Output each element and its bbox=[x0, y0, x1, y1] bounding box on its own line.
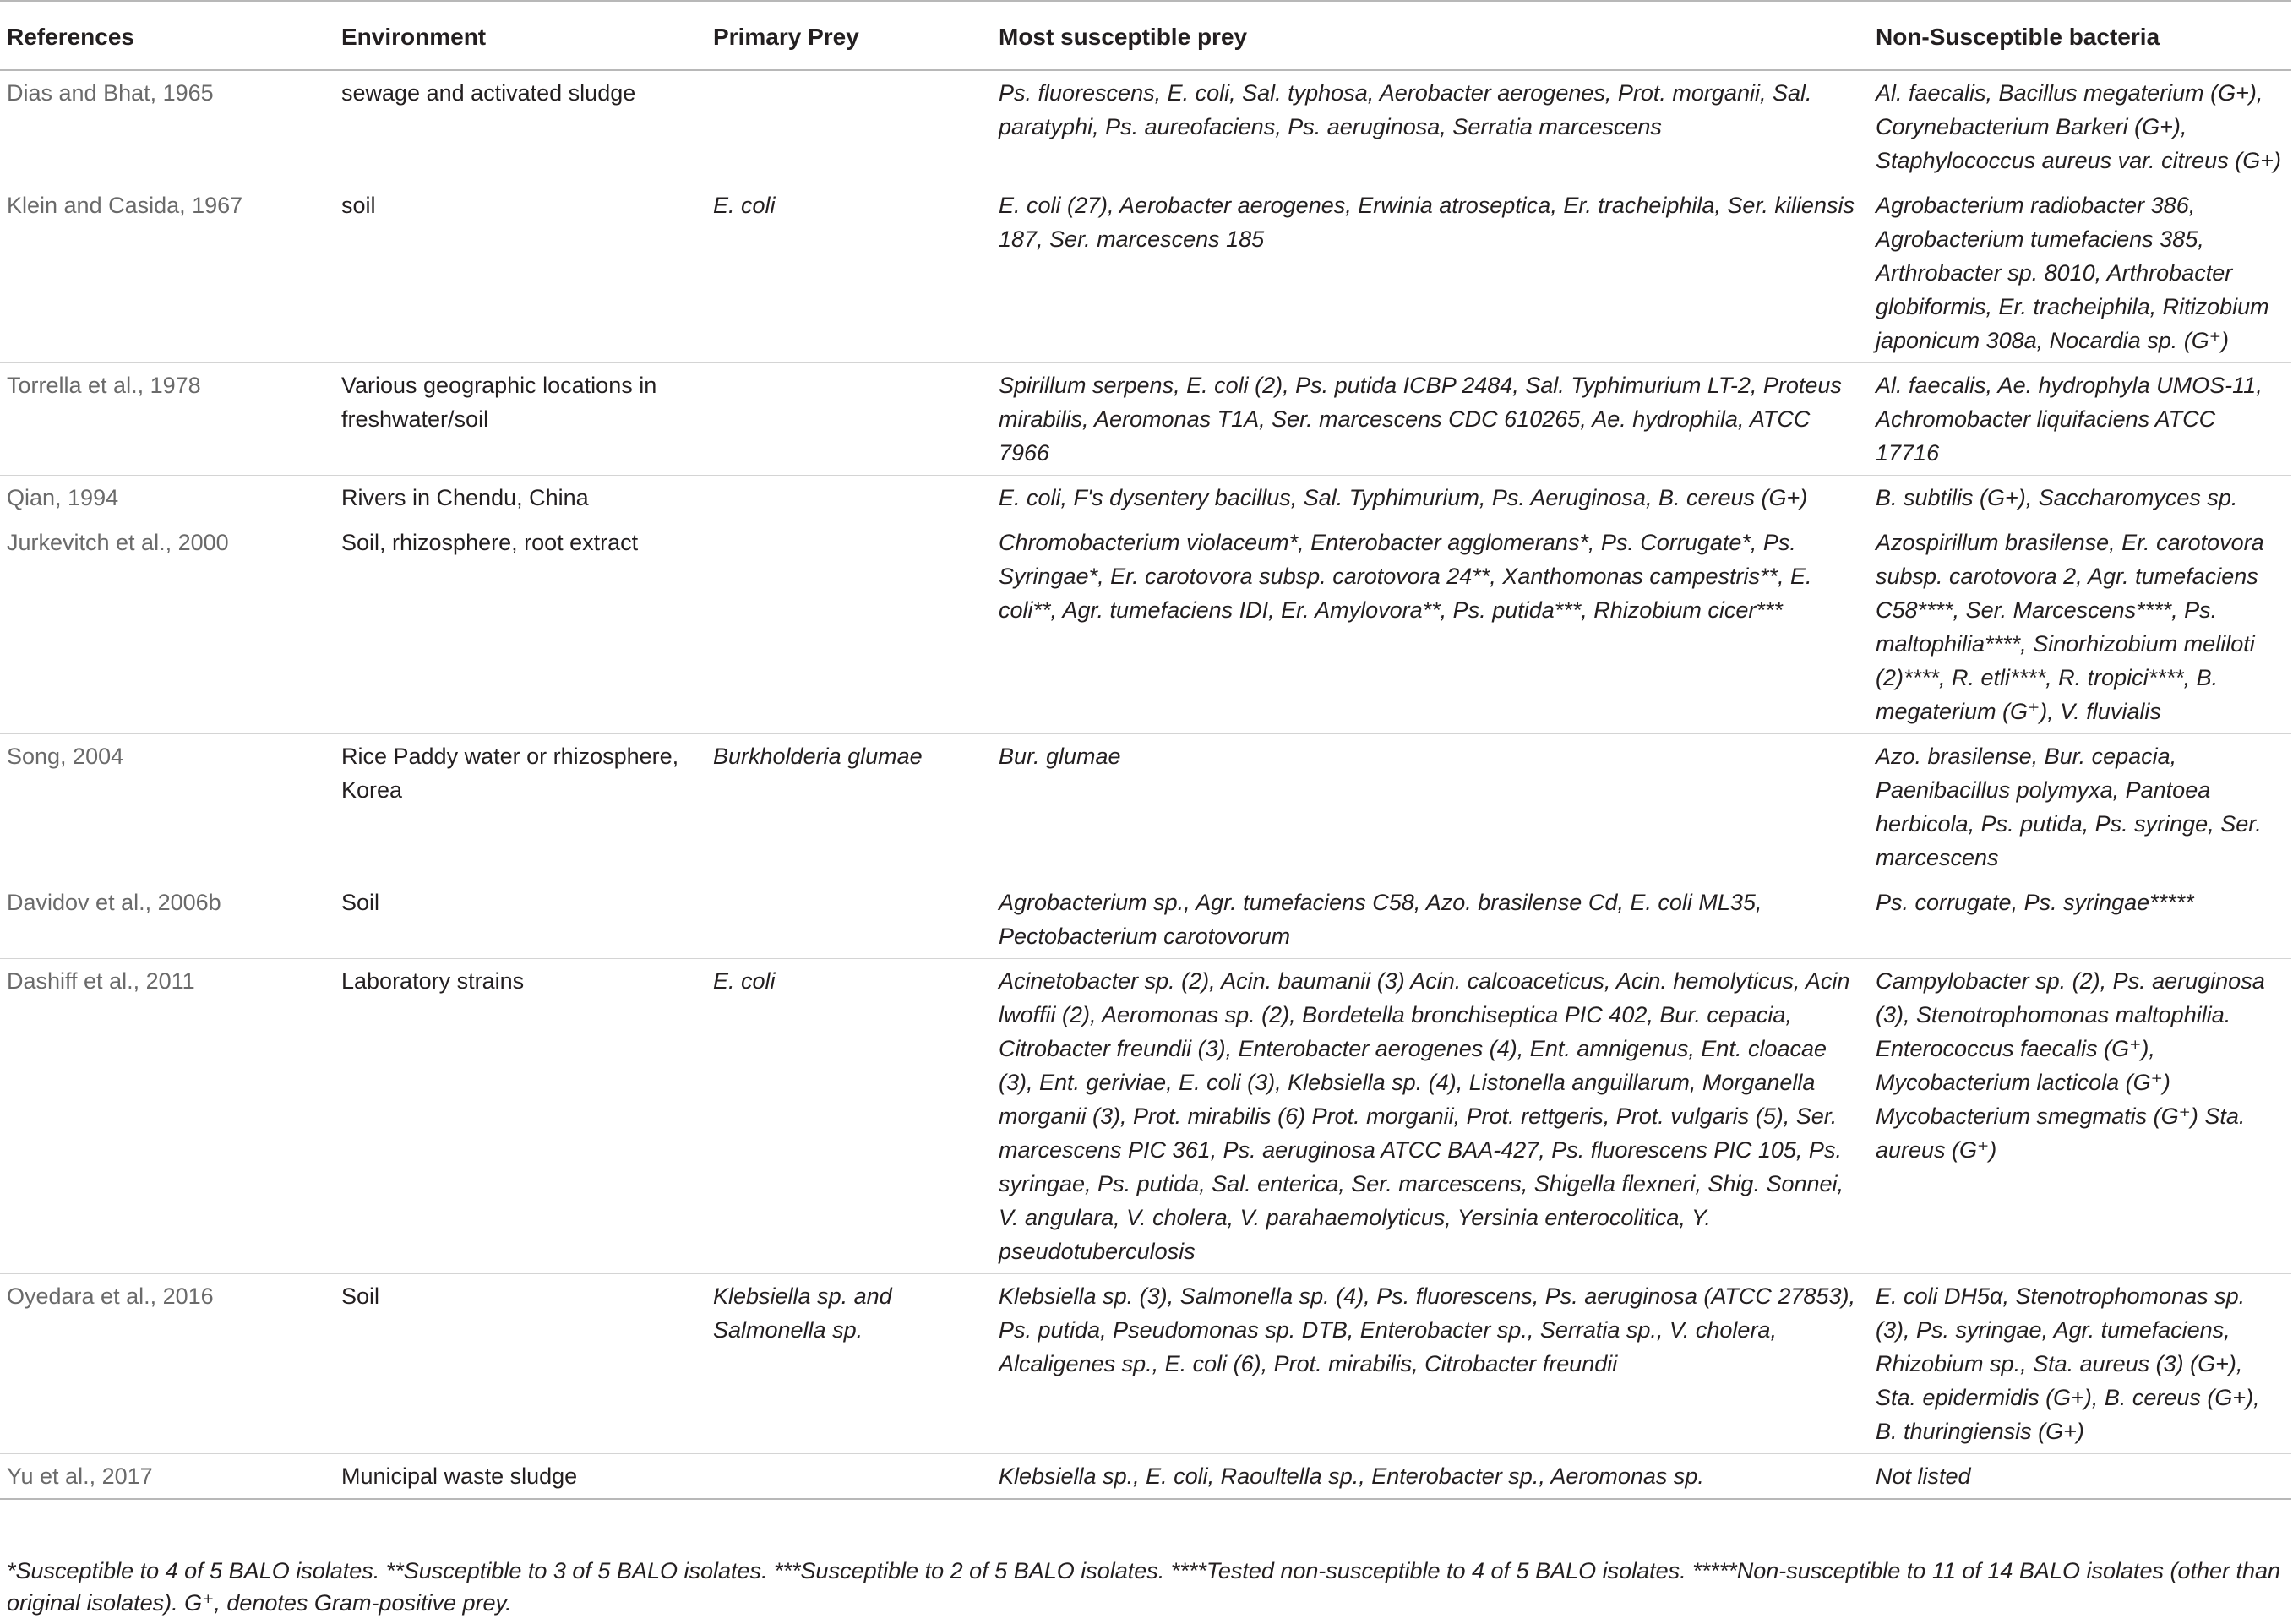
cell-reference: Davidov et al., 2006b bbox=[0, 880, 335, 959]
cell-most-susceptible-prey: E. coli (27), Aerobacter aerogenes, Erwinia atroseptica, Er. tracheiphila, Ser. kiliensis 187, Ser. marcescens 185 bbox=[992, 183, 1869, 363]
cell-non-susceptible-bacteria: Al. faecalis, Ae. hydrophyla UMOS-11, Achromobacter liquifaciens ATCC 17716 bbox=[1869, 363, 2291, 476]
cell-reference: Klein and Casida, 1967 bbox=[0, 183, 335, 363]
cell-non-susceptible-bacteria: Azo. brasilense, Bur. cepacia, Paenibacillus polymyxa, Pantoea herbicola, Ps. putida, Ps. syringe, Ser. marcescens bbox=[1869, 734, 2291, 880]
cell-reference: Song, 2004 bbox=[0, 734, 335, 880]
cell-environment: sewage and activated sludge bbox=[335, 70, 706, 183]
table-footnote: *Susceptible to 4 of 5 BALO isolates. **Susceptible to 3 of 5 BALO isolates. ***Susceptible to 2 of 5 BALO isolates. ****Tested non-susceptible to 4 of 5 BALO isolates. *****Non-susceptible to 11 of 14 BALO isolates (other than original isolates). G⁺, denotes Gram-positive prey. bbox=[7, 1558, 2281, 1616]
table-row bbox=[0, 520, 2291, 734]
cell-reference: Dashiff et al., 2011 bbox=[0, 959, 335, 1274]
cell-non-susceptible-bacteria: Azospirillum brasilense, Er. carotovora subsp. carotovora 2, Agr. tumefaciens C58****, Ser. Marcescens****, Ps. maltophilia****, Sinorhizobium meliloti (2)****, R. etli****, R. tropici****, B. megaterium (G⁺), V. fluvialis bbox=[1869, 520, 2291, 734]
header-primary-prey: Primary Prey bbox=[706, 1, 992, 70]
cell-non-susceptible-bacteria: E. coli DH5α, Stenotrophomonas sp. (3), Ps. syringae, Agr. tumefaciens, Rhizobium sp., Sta. aureus (3) (G+), Sta. epidermidis (G+), B. cereus (G+), B. thuringiensis (G+) bbox=[1869, 1274, 2291, 1454]
cell-environment: Laboratory strains bbox=[335, 959, 706, 1274]
cell-environment: Soil bbox=[335, 1274, 706, 1454]
cell-primary-prey: Burkholderia glumae bbox=[706, 734, 992, 880]
header-row bbox=[0, 1, 2291, 70]
cell-reference: Yu et al., 2017 bbox=[0, 1454, 335, 1500]
cell-most-susceptible-prey: Spirillum serpens, E. coli (2), Ps. putida ICBP 2484, Sal. Typhimurium LT-2, Proteus mirabilis, Aeromonas T1A, Ser. marcescens CDC 610265, Ae. hydrophila, ATCC 7966 bbox=[992, 363, 1869, 476]
header-references: References bbox=[0, 1, 335, 70]
cell-primary-prey: Klebsiella sp. and Salmonella sp. bbox=[706, 1274, 992, 1454]
cell-most-susceptible-prey: Klebsiella sp., E. coli, Raoultella sp., Enterobacter sp., Aeromonas sp. bbox=[992, 1454, 1869, 1500]
table-row bbox=[0, 959, 2291, 1274]
cell-non-susceptible-bacteria: Not listed bbox=[1869, 1454, 2291, 1500]
cell-non-susceptible-bacteria: Campylobacter sp. (2), Ps. aeruginosa (3), Stenotrophomonas maltophilia. Enterococcus faecalis (G⁺), Mycobacterium lacticola (G⁺) Mycobacterium smegmatis (G⁺) Sta. aureus (G⁺) bbox=[1869, 959, 2291, 1274]
table-row bbox=[0, 183, 2291, 363]
table-body bbox=[0, 70, 2291, 1499]
cell-most-susceptible-prey: Ps. fluorescens, E. coli, Sal. typhosa, Aerobacter aerogenes, Prot. morganii, Sal. paratyphi, Ps. aureofaciens, Ps. aeruginosa, Serratia marcescens bbox=[992, 70, 1869, 183]
cell-primary-prey bbox=[706, 70, 992, 183]
cell-most-susceptible-prey: Agrobacterium sp., Agr. tumefaciens C58, Azo. brasilense Cd, E. coli ML35, Pectobacterium carotovorum bbox=[992, 880, 1869, 959]
table-row bbox=[0, 363, 2291, 476]
cell-reference: Qian, 1994 bbox=[0, 476, 335, 520]
table-row bbox=[0, 734, 2291, 880]
cell-most-susceptible-prey: Chromobacterium violaceum*, Enterobacter agglomerans*, Ps. Corrugate*, Ps. Syringae*, Er. carotovora subsp. carotovora 24**, Xanthomonas campestris**, E. coli**, Agr. tumefaciens IDI, Er. Amylovora**, Ps. putida***, Rhizobium cicer*** bbox=[992, 520, 1869, 734]
cell-primary-prey: E. coli bbox=[706, 183, 992, 363]
cell-environment: Rice Paddy water or rhizosphere, Korea bbox=[335, 734, 706, 880]
cell-most-susceptible-prey: Acinetobacter sp. (2), Acin. baumanii (3) Acin. calcoaceticus, Acin. hemolyticus, Acin lwoffii (2), Aeromonas sp. (2), Bordetella bronchiseptica PIC 402, Bur. cepacia, Citrobacter freundii (3), Enterobacter aerogenes (4), Ent. amnigenus, Ent. cloacae (3), Ent. geriviae, E. coli (3), Klebsiella sp. (4), Listonella anguillarum, Morganella morganii (3), Prot. mirabilis (6) Prot. morganii, Prot. rettgeris, Prot. vulgaris (5), Ser. marcescens PIC 361, Ps. aeruginosa ATCC BAA-427, Ps. fluorescens PIC 105, Ps. syringae, Ps. putida, Sal. enterica, Ser. marcescens, Shigella flexneri, Shig. Sonnei, V. angulara, V. cholera, V. parahaemolyticus, Yersinia enterocolitica, Y. pseudotuberculosis bbox=[992, 959, 1869, 1274]
table-row bbox=[0, 70, 2291, 183]
cell-primary-prey bbox=[706, 880, 992, 959]
table-row bbox=[0, 880, 2291, 959]
cell-environment: soil bbox=[335, 183, 706, 363]
cell-reference: Dias and Bhat, 1965 bbox=[0, 70, 335, 183]
cell-reference: Oyedara et al., 2016 bbox=[0, 1274, 335, 1454]
cell-reference: Jurkevitch et al., 2000 bbox=[0, 520, 335, 734]
cell-most-susceptible-prey: Klebsiella sp. (3), Salmonella sp. (4), Ps. fluorescens, Ps. aeruginosa (ATCC 27853), Ps. putida, Pseudomonas sp. DTB, Enterobacter sp., Serratia sp., V. cholera, Alcaligenes sp., E. coli (6), Prot. mirabilis, Citrobacter freundii bbox=[992, 1274, 1869, 1454]
cell-non-susceptible-bacteria: B. subtilis (G+), Saccharomyces sp. bbox=[1869, 476, 2291, 520]
cell-environment: Various geographic locations in freshwater/soil bbox=[335, 363, 706, 476]
header-environment: Environment bbox=[335, 1, 706, 70]
cell-primary-prey bbox=[706, 363, 992, 476]
table-row bbox=[0, 1454, 2291, 1500]
header-most-susceptible-prey: Most susceptible prey bbox=[992, 1, 1869, 70]
cell-non-susceptible-bacteria: Al. faecalis, Bacillus megaterium (G+), Corynebacterium Barkeri (G+), Staphylococcus aureus var. citreus (G+) bbox=[1869, 70, 2291, 183]
cell-non-susceptible-bacteria: Agrobacterium radiobacter 386, Agrobacterium tumefaciens 385, Arthrobacter sp. 8010, Arthrobacter globiformis, Er. tracheiphila, Ritizobium japonicum 308a, Nocardia sp. (G⁺) bbox=[1869, 183, 2291, 363]
header-non-susceptible-bacteria: Non-Susceptible bacteria bbox=[1869, 1, 2291, 70]
cell-reference: Torrella et al., 1978 bbox=[0, 363, 335, 476]
table-row bbox=[0, 1274, 2291, 1454]
table-row bbox=[0, 476, 2291, 520]
cell-primary-prey bbox=[706, 476, 992, 520]
cell-most-susceptible-prey: Bur. glumae bbox=[992, 734, 1869, 880]
cell-primary-prey: E. coli bbox=[706, 959, 992, 1274]
table-header bbox=[0, 1, 2291, 70]
cell-environment: Municipal waste sludge bbox=[335, 1454, 706, 1500]
cell-most-susceptible-prey: E. coli, F's dysentery bacillus, Sal. Typhimurium, Ps. Aeruginosa, B. cereus (G+) bbox=[992, 476, 1869, 520]
cell-non-susceptible-bacteria: Ps. corrugate, Ps. syringae***** bbox=[1869, 880, 2291, 959]
cell-primary-prey bbox=[706, 1454, 992, 1500]
cell-environment: Rivers in Chendu, China bbox=[335, 476, 706, 520]
cell-primary-prey bbox=[706, 520, 992, 734]
cell-environment: Soil, rhizosphere, root extract bbox=[335, 520, 706, 734]
cell-environment: Soil bbox=[335, 880, 706, 959]
